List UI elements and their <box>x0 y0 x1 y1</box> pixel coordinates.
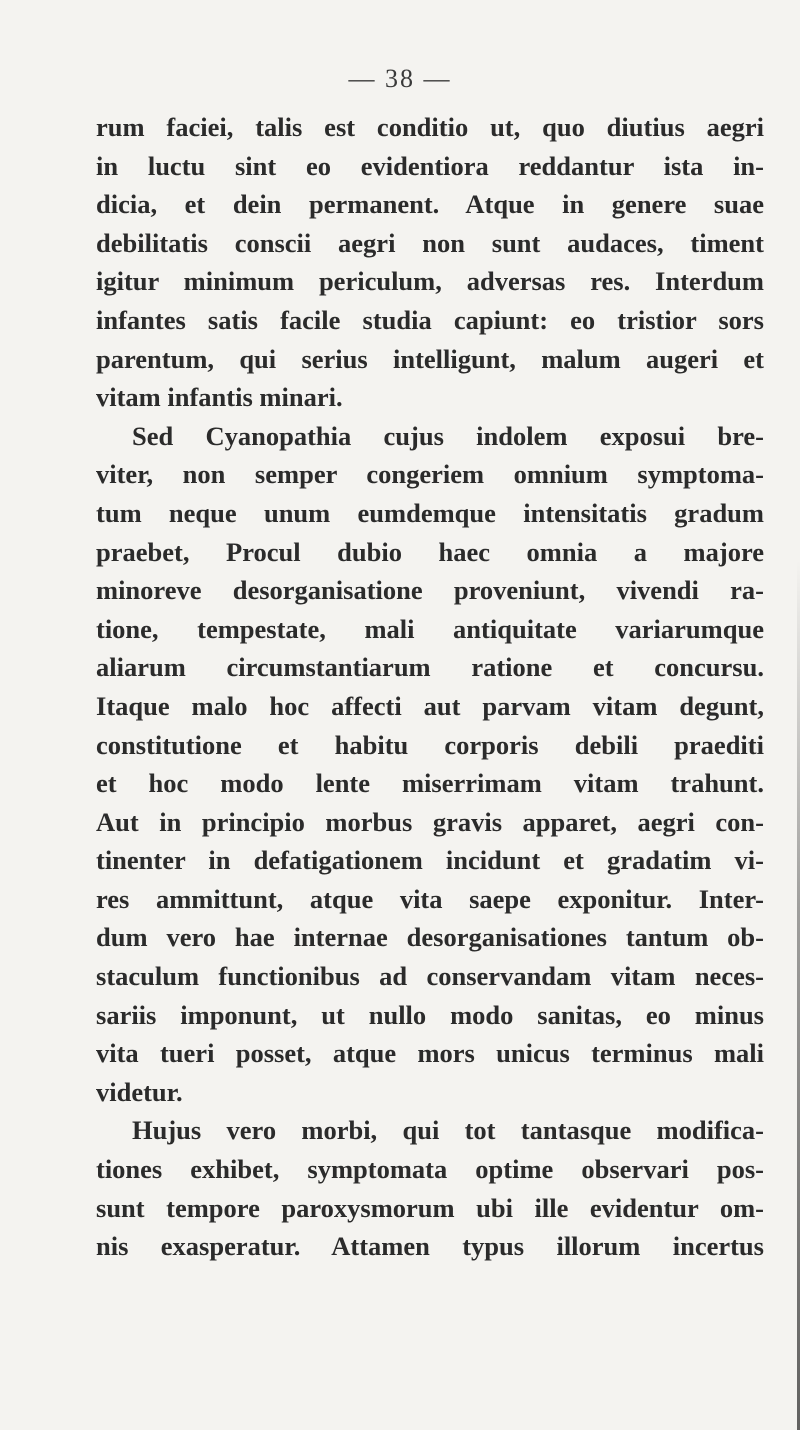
text-line: praebet, Procul dubio haec omnia a majore <box>96 536 764 567</box>
text-line: debilitatis conscii aegri non sunt audaces, timent <box>96 227 764 258</box>
text-line: parentum, qui serius intelligunt, malum augeri et <box>96 343 764 374</box>
text-line: sariis imponunt, ut nullo modo sanitas, eo minus <box>96 999 764 1030</box>
text-line: et hoc modo lente miserrimam vitam trahunt. <box>96 768 764 799</box>
text-line: tinenter in defatigationem incidunt et gradatim vi- <box>96 845 764 876</box>
text-line: Sed Cyanopathia cujus indolem exposui bre- <box>132 420 764 451</box>
text-line: infantes satis facile studia capiunt: eo tristior sors <box>96 304 764 335</box>
text-line: Hujus vero morbi, qui tot tantasque modifica- <box>132 1115 764 1146</box>
text-line: in luctu sint eo evidentiora reddantur ista in- <box>96 150 764 181</box>
text-line: constitutione et habitu corporis debili praediti <box>96 729 764 760</box>
page-number: — 38 — <box>348 64 452 93</box>
text-line: minoreve desorganisatione proveniunt, vivendi ra- <box>96 575 764 606</box>
text-line: aliarum circumstantiarum ratione et concursu. <box>96 652 764 683</box>
text-line: dicia, et dein permanent. Atque in genere suae <box>96 189 764 220</box>
text-line: dum vero hae internae desorganisationes tantum ob- <box>96 922 764 953</box>
text-line: vita tueri posset, atque mors unicus terminus mali <box>96 1038 764 1069</box>
text-line: sunt tempore paroxysmorum ubi ille evidentur om- <box>96 1192 764 1223</box>
text-line: viter, non semper congeriem omnium symptoma- <box>96 459 764 490</box>
text-line: Aut in principio morbus gravis apparet, aegri con- <box>96 806 764 837</box>
text-line: rum faciei, talis est conditio ut, quo diutius aegri <box>96 112 764 142</box>
body-text <box>96 108 764 1266</box>
text-line: staculum functionibus ad conservandam vitam neces- <box>96 961 764 992</box>
text-line: vitam infantis minari. <box>96 382 343 413</box>
text-line: tiones exhibet, symptomata optime observari pos- <box>96 1154 764 1185</box>
text-line: Itaque malo hoc affecti aut parvam vitam degunt, <box>96 690 764 721</box>
text-line: res ammittunt, atque vita saepe exponitur. Inter- <box>96 883 764 914</box>
text-line: tum neque unum eumdemque intensitatis gradum <box>96 497 764 528</box>
text-line: nis exasperatur. Attamen typus illorum incertus <box>96 1231 764 1262</box>
text-line: videtur. <box>96 1076 183 1107</box>
text-line: tione, tempestate, mali antiquitate variarumque <box>96 613 764 644</box>
text-line: igitur minimum periculum, adversas res. Interdum <box>96 266 764 297</box>
